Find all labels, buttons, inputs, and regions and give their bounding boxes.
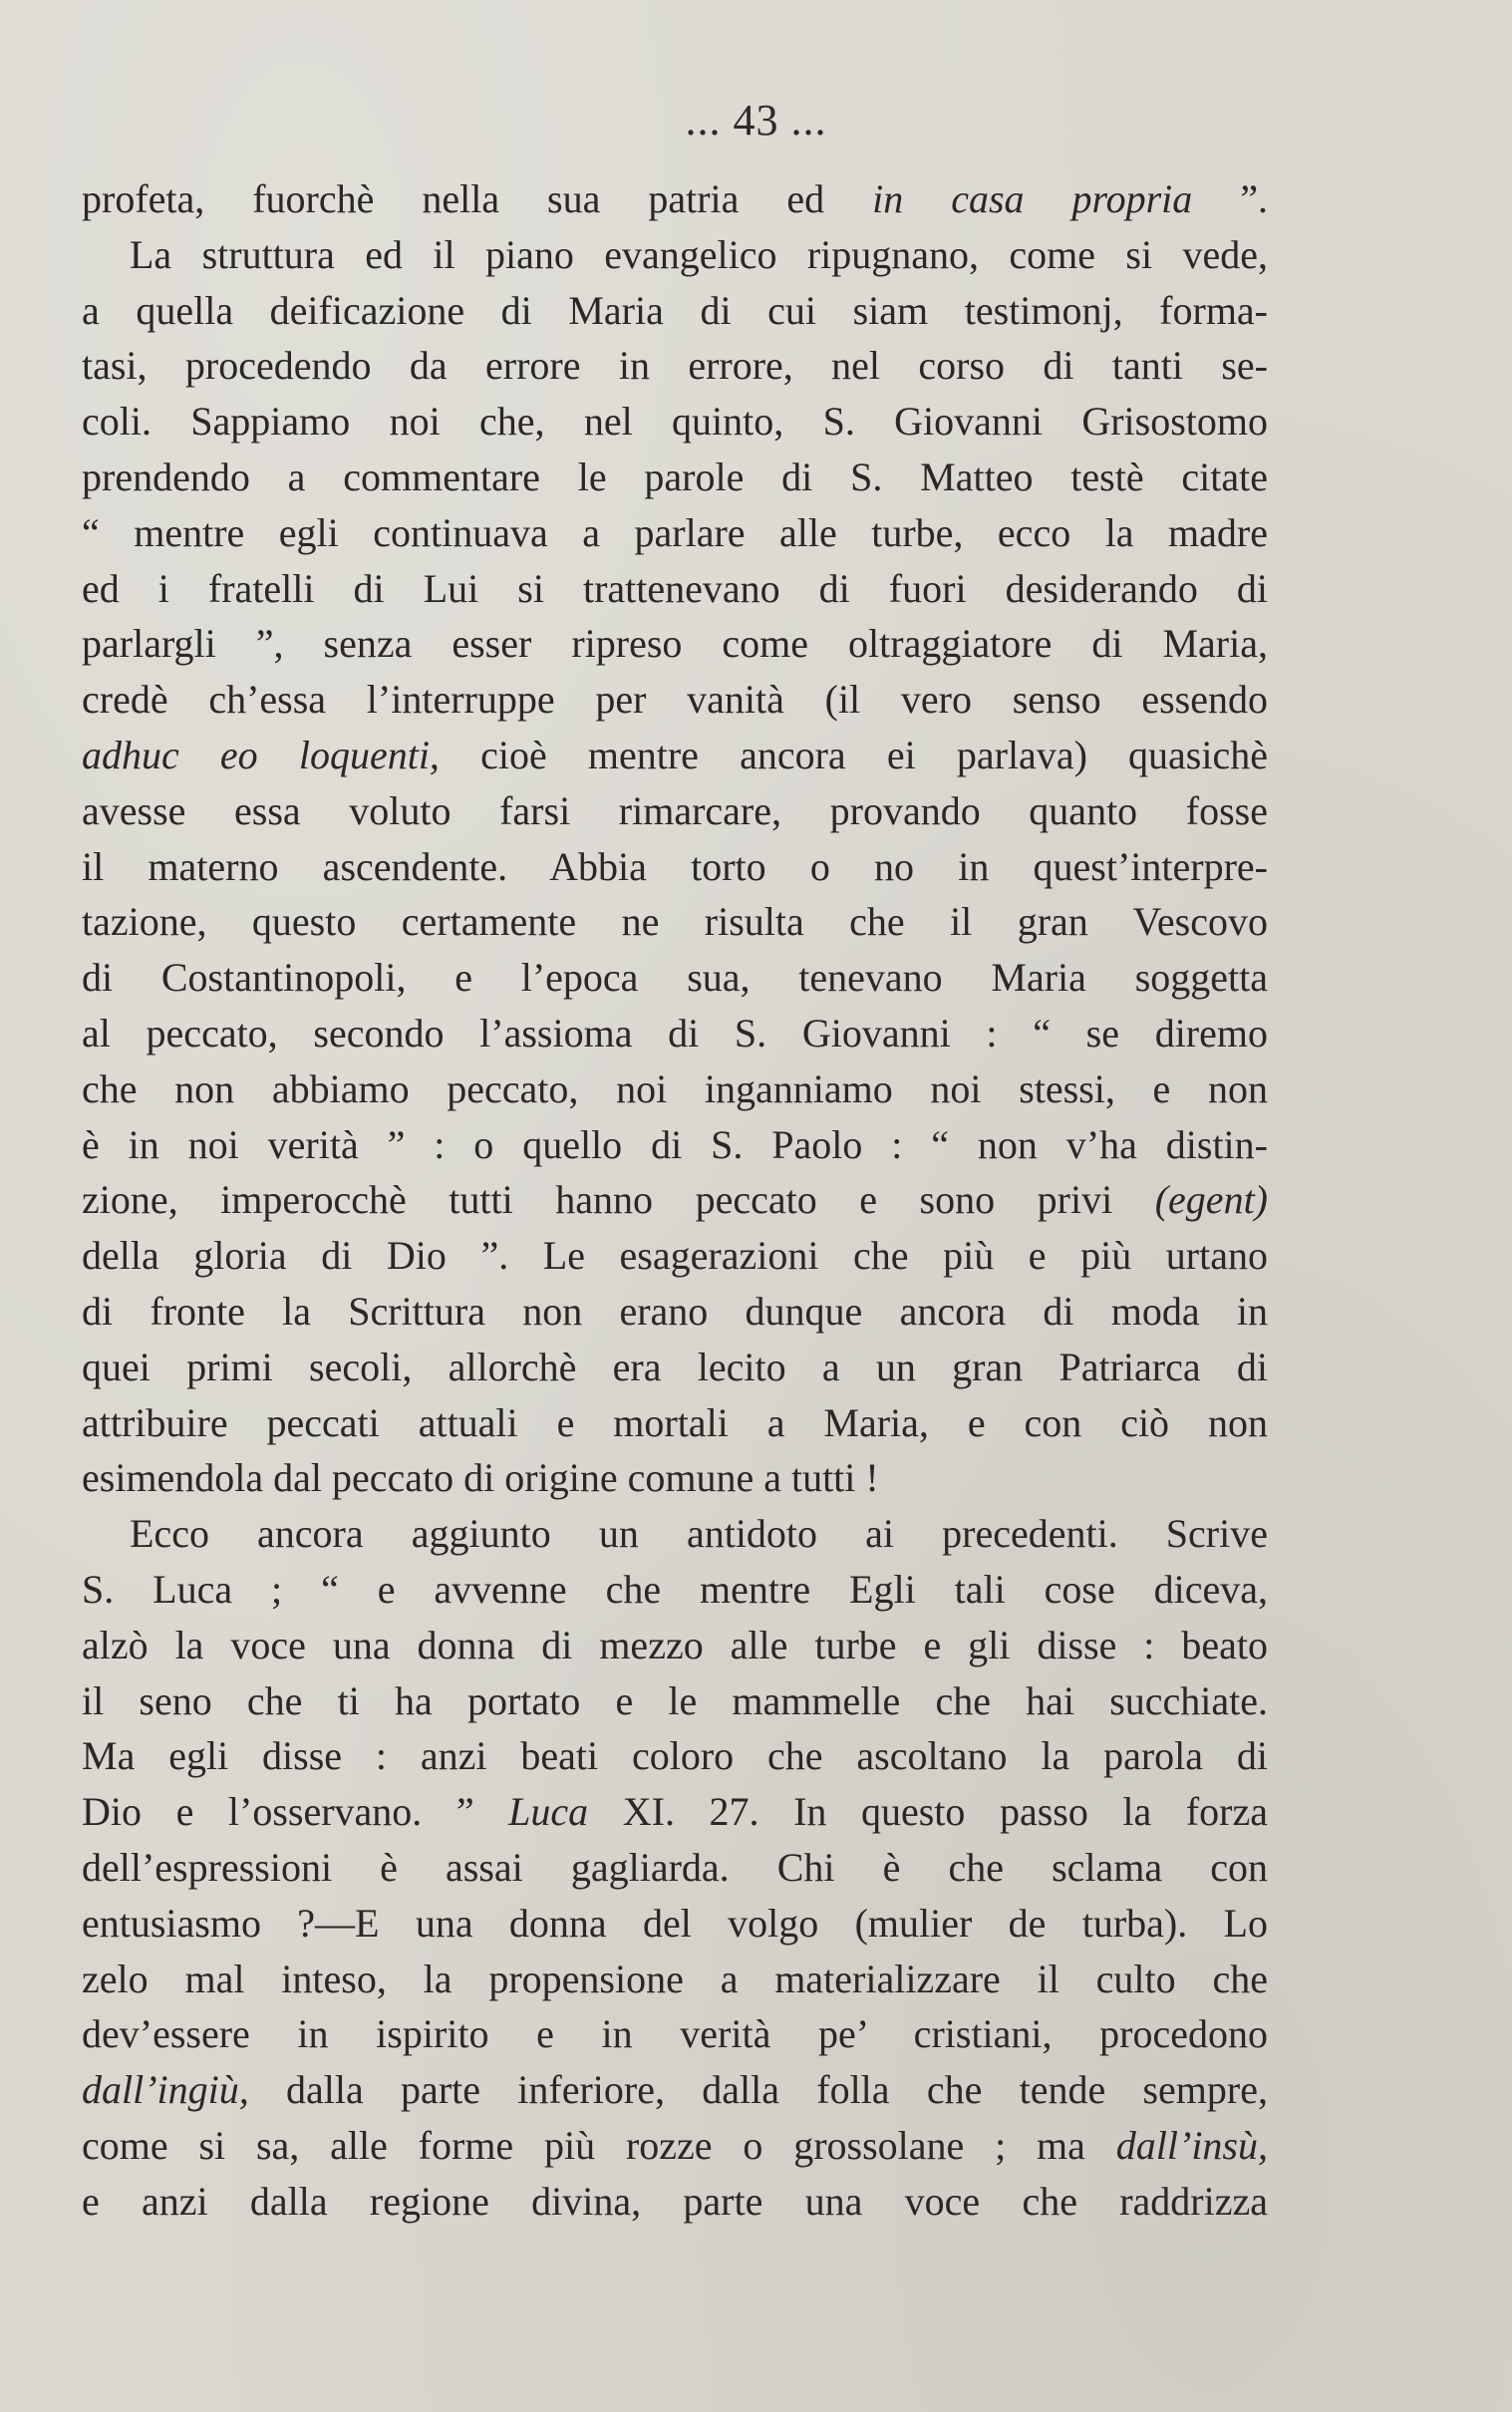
text-line [82, 1340, 1268, 1395]
text-line [82, 616, 1268, 672]
text-segment: coli. Sappiamo noi che, nel quinto, S. Giovanni Grisostomo [82, 399, 1268, 445]
text-line [82, 1006, 1268, 1061]
text-line [82, 1728, 1268, 1784]
text-segment: parlargli ”, senza esser ripreso come oltraggiatore di Maria, [82, 621, 1268, 667]
text-segment: cioè mentre ancora ei parlava) quasichè [439, 732, 1268, 777]
text-line [82, 839, 1268, 895]
text-line [82, 1896, 1268, 1952]
text-segment: avesse essa voluto farsi rimarcare, provando quanto fosse [82, 787, 1268, 833]
text-segment: S. Luca ; “ e avvenne che mentre Egli tali cose diceva, [82, 1566, 1268, 1612]
text-segment: al peccato, secondo l’assioma di S. Giovanni : “ se diremo [82, 1010, 1268, 1055]
text-line [82, 1784, 1268, 1840]
text-segment: attribuire peccati attuali e mortali a Maria, e con ciò non [82, 1399, 1268, 1445]
text-line [82, 561, 1268, 617]
text-line [82, 1840, 1268, 1896]
text-segment: dalla parte inferiore, dalla folla che tende sempre, [248, 2067, 1268, 2113]
text-line [82, 783, 1268, 839]
text-line [82, 505, 1268, 561]
text-segment: dev’essere in ispirito e in verità pe’ cristiani, procedono [82, 2011, 1268, 2057]
text-line [82, 894, 1268, 950]
text-line [82, 2174, 1268, 2230]
text-line [82, 2006, 1268, 2062]
text-segment: XI. 27. In questo passo la forza [588, 1789, 1268, 1835]
text-line [82, 1228, 1268, 1284]
text-segment: profeta, fuorchè nella sua patria ed [82, 176, 873, 221]
text-line [82, 450, 1268, 505]
text-line [82, 338, 1268, 394]
text-line [82, 728, 1268, 783]
italic-text: dall’insù, [1115, 2122, 1268, 2168]
italic-text: dall’ingiù, [82, 2067, 249, 2113]
text-segment: esimendola dal peccato di origine comune a tutti ! [82, 1455, 879, 1501]
text-segment: credè ch’essa l’interruppe per vanità (il vero senso essendo [82, 677, 1268, 723]
text-line [82, 1061, 1268, 1117]
text-segment: “ mentre egli continuava a parlare alle turbe, ecco la madre [82, 509, 1268, 555]
text-line [82, 1952, 1268, 2007]
text-line [82, 171, 1268, 227]
text-segment: di fronte la Scrittura non erano dunque ancora di moda in [82, 1288, 1268, 1334]
text-line [82, 1618, 1268, 1673]
italic-text: adhuc eo loquenti, [82, 732, 440, 777]
text-segment: che non abbiamo peccato, noi inganniamo noi stessi, e non [82, 1065, 1268, 1111]
text-line [82, 1506, 1268, 1562]
text-segment: alzò la voce una donna di mezzo alle turbe e gli disse : beato [82, 1622, 1268, 1667]
text-line [82, 1172, 1268, 1228]
text-segment: come si sa, alle forme più rozze o grossolane ; ma [82, 2122, 1116, 2168]
text-segment: Ecco ancora aggiunto un antidoto ai precedenti. Scrive [130, 1511, 1268, 1557]
body-text [82, 171, 1268, 2229]
text-segment: della gloria di Dio ”. Le esagerazioni che più e più urtano [82, 1233, 1268, 1279]
text-segment: Dio e l’osservano. ” [82, 1789, 509, 1835]
text-line [82, 1673, 1268, 1729]
text-segment: tasi, procedendo da errore in errore, nel corso di tanti se- [82, 343, 1268, 389]
italic-text: in casa propria [872, 176, 1193, 221]
text-line [82, 2118, 1268, 2174]
text-segment: entusiasmo ?—E una donna del volgo (mulier de turba). Lo [82, 1900, 1268, 1946]
text-segment: tazione, questo certamente ne risulta che il gran Vescovo [82, 899, 1268, 945]
text-line [82, 283, 1268, 339]
text-line [82, 1284, 1268, 1340]
text-segment: il seno che ti ha portato e le mammelle che hai succhiate. [82, 1677, 1268, 1723]
text-line [82, 394, 1268, 450]
text-line [82, 950, 1268, 1006]
text-segment: a quella deificazione di Maria di cui siam testimonj, forma- [82, 287, 1268, 333]
text-line [82, 227, 1268, 283]
text-segment: quei primi secoli, allorchè era lecito a un gran Patriarca di [82, 1344, 1268, 1389]
text-segment: zelo mal inteso, la propensione a materializzare il culto che [82, 1956, 1268, 2001]
text-segment: è in noi verità ” : o quello di S. Paolo : “ non v’ha distin- [82, 1121, 1268, 1167]
text-segment: di Costantinopoli, e l’epoca sua, tenevano Maria soggetta [82, 955, 1268, 1001]
text-segment: e anzi dalla regione divina, parte una voce che raddrizza [82, 2178, 1268, 2224]
text-line [82, 1562, 1268, 1618]
text-segment: ”. [1192, 176, 1268, 221]
text-segment: ed i fratelli di Lui si trattenevano di fuori desiderando di [82, 565, 1268, 611]
text-line [82, 2062, 1268, 2118]
text-segment: zione, imperocchè tutti hanno peccato e sono privi [82, 1177, 1155, 1223]
text-line [82, 672, 1268, 728]
text-line [82, 1450, 1268, 1506]
italic-text: Luca [508, 1789, 589, 1835]
text-line [82, 1117, 1268, 1173]
italic-text: (egent) [1154, 1177, 1268, 1223]
text-segment: prendendo a commentare le parole di S. Matteo testè citate [82, 453, 1268, 499]
text-line [82, 1395, 1268, 1451]
text-segment: dell’espressioni è assai gagliarda. Chi è che sclama con [82, 1844, 1268, 1890]
text-segment: il materno ascendente. Abbia torto o no in quest’interpre- [82, 843, 1268, 889]
text-segment: Ma egli disse : anzi beati coloro che ascoltano la parola di [82, 1733, 1268, 1779]
page-number: ... 43 ... [685, 96, 827, 145]
text-segment: La struttura ed il piano evangelico ripugnano, come si vede, [130, 231, 1268, 277]
